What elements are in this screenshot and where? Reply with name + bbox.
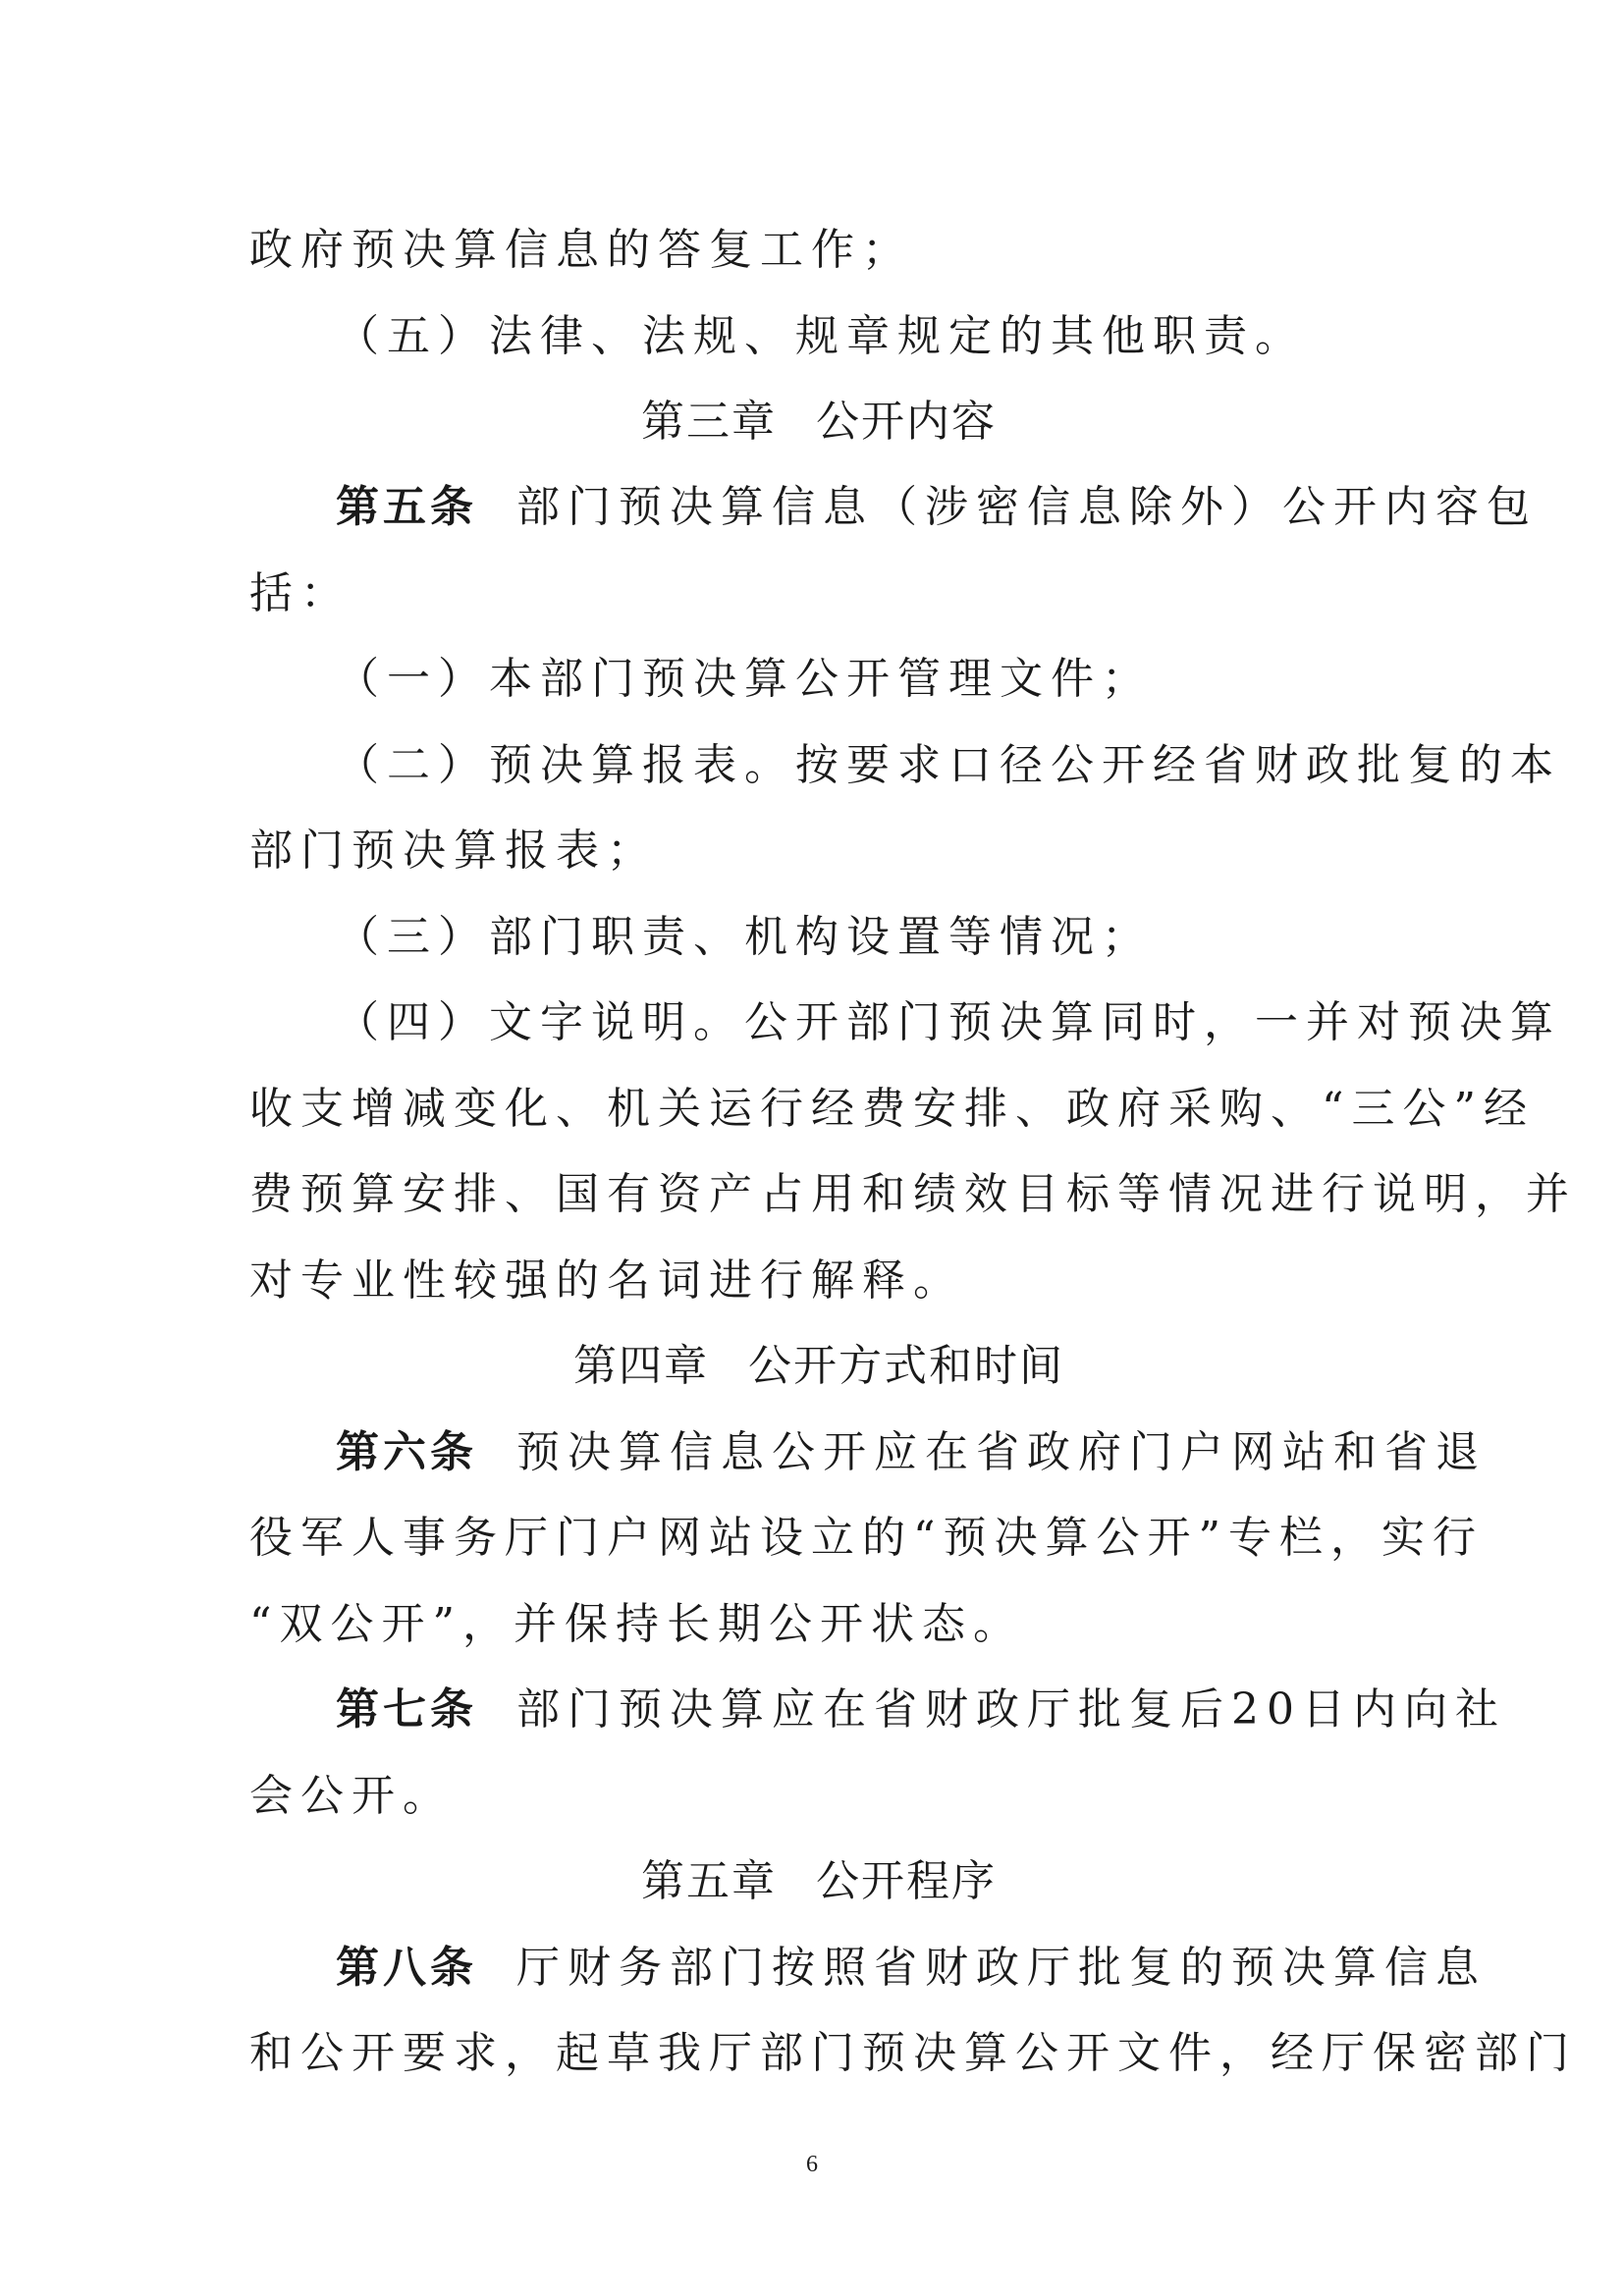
article-5-item-3: （三）部门职责、机构设置等情况； [336,912,1153,962]
article-7-line-2: 会公开。 [249,1771,454,1821]
article-7-label: 第七条 [336,1684,477,1735]
article-5-item-1: （一）本部门预决算公开管理文件； [336,654,1153,704]
chapter-4-label: 第四章 [573,1341,709,1391]
chapter-5-label: 第五章 [641,1856,777,1906]
article-5-line-1 [336,478,1538,537]
article-5-label: 第五条 [336,482,477,532]
article-6-label: 第六条 [336,1427,477,1477]
article-8-line-1 [336,1939,1487,1998]
article-8-line-2: 和公开要求，起草我厅部门预决算公开文件，经厅保密部门 [249,2028,1577,2078]
chapter-4-heading [249,1337,1388,1396]
article-5-item-4-line-1: （四）文字说明。公开部门预决算同时，一并对预决算 [336,997,1561,1047]
duty-item-5: （五）法律、法规、规章规定的其他职责。 [336,311,1306,361]
article-7-line-1 [336,1681,1506,1739]
chapter-3-heading [249,393,1388,452]
article-6-line-2: 役军人事务厅门户网站设立的“预决算公开”专栏，实行 [249,1513,1484,1563]
chapter-4-title: 公开方式和时间 [748,1341,1064,1391]
chapter-3-label: 第三章 [641,397,777,447]
chapter-5-heading [249,1852,1388,1911]
article-5-item-2-line-1: （二）预决算报表。按要求口径公开经省财政批复的本 [336,740,1561,790]
article-5-item-4-line-3: 费预算安排、国有资产占用和绩效目标等情况进行说明，并 [249,1169,1577,1219]
article-5-text-1: 部门预决算信息（涉密信息除外）公开内容包 [516,482,1538,532]
article-6-line-3: “双公开”，并保持长期公开状态。 [249,1599,1024,1649]
article-6-line-1 [336,1423,1487,1482]
article-5-line-2: 括： [249,568,352,618]
article-5-item-2-line-2: 部门预决算报表； [249,826,658,876]
paragraph-continuation: 政府预决算信息的答复工作； [249,225,913,275]
article-6-text-1: 预决算信息公开应在省政府门户网站和省退 [516,1427,1487,1477]
article-8-text-1: 厅财务部门按照省财政厅批复的预决算信息 [516,1943,1487,1993]
article-5-item-4-line-4: 对专业性较强的名词进行解释。 [249,1255,964,1306]
article-7-text-1: 部门预决算应在省财政厅批复后20日内向社 [516,1684,1506,1735]
chapter-5-title: 公开程序 [816,1856,997,1906]
article-5-item-4-line-2: 收支增减变化、机关运行经费安排、政府采购、“三公”经 [249,1084,1535,1134]
page-number: 6 [806,2152,818,2177]
article-8-label: 第八条 [336,1943,477,1993]
chapter-3-title: 公开内容 [816,397,997,447]
